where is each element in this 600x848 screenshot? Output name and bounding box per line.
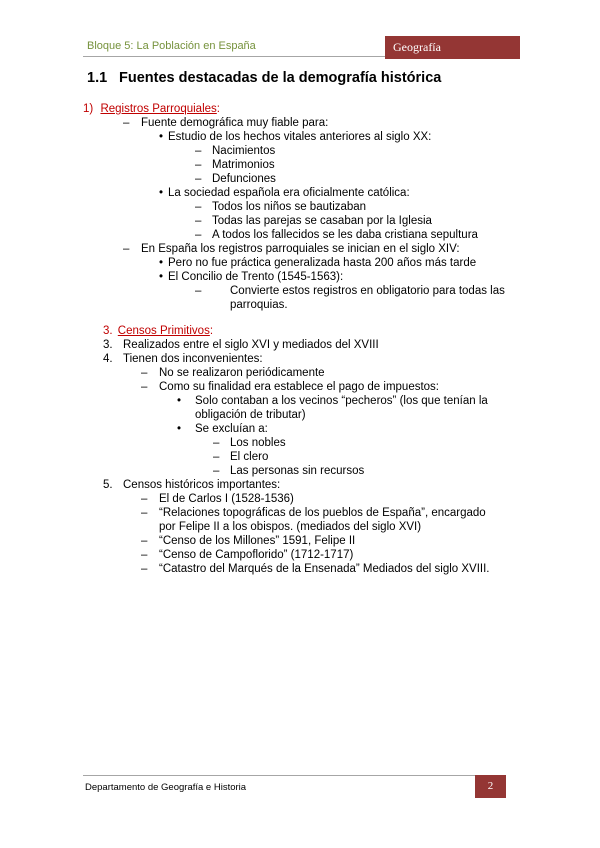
list-item-text: “Censo de Campoflorido” (1712-1717) xyxy=(159,549,354,561)
dash-marker: – xyxy=(195,201,202,213)
dash-marker: – xyxy=(141,381,148,393)
dash-marker: – xyxy=(213,437,220,449)
bullet-marker: • xyxy=(159,257,164,269)
list-item-text: Se excluían a: xyxy=(195,423,268,435)
bullet-marker: • xyxy=(177,423,182,435)
list-item-text: El Concilio de Trento (1545-1563): xyxy=(168,271,344,283)
dash-marker: – xyxy=(195,229,202,241)
list-number: 4. xyxy=(103,353,113,365)
list-item-text: Censos históricos importantes: xyxy=(123,479,281,491)
list-item-text: obligación de tributar) xyxy=(195,409,306,421)
list-item-text: Matrimonios xyxy=(212,159,275,171)
bullet-marker: • xyxy=(159,187,164,199)
list-item-text: Todos los niños se bautizaban xyxy=(212,201,367,213)
list-item-text: “Relaciones topográficas de los pueblos de España”, encargado xyxy=(159,507,486,519)
list-item-text: por Felipe II a los obispos. (mediados del siglo XVI) xyxy=(159,521,422,533)
dash-marker: – xyxy=(141,507,148,519)
list-item-text: La sociedad española era oficialmente católica: xyxy=(168,187,410,199)
list-item-text: Realizados entre el siglo XVI y mediados del XVIII xyxy=(123,339,379,351)
dash-marker: – xyxy=(141,563,148,575)
bullet-marker: • xyxy=(159,271,164,283)
bullet-marker: • xyxy=(177,395,182,407)
list-item-text: En España los registros parroquiales se inician en el siglo XIV: xyxy=(141,243,460,255)
heading-censos-primitivos xyxy=(103,324,213,338)
list-item-text: Los nobles xyxy=(230,437,286,449)
section-title xyxy=(87,70,441,86)
dash-marker: – xyxy=(195,145,202,157)
list-item-text: El de Carlos I (1528-1536) xyxy=(159,493,294,505)
dash-marker: – xyxy=(141,367,148,379)
header-block-title: Bloque 5: La Población en España xyxy=(83,36,385,57)
list-item-text: “Censo de los Millones” 1591, Felipe II xyxy=(159,535,356,547)
page-footer xyxy=(83,775,520,798)
heading-text: Censos Primitivos xyxy=(117,325,210,337)
list-item-text: No se realizaron periódicamente xyxy=(159,367,325,379)
footer-department: Departamento de Geografía e Historia xyxy=(83,775,475,798)
heading-number: 3. xyxy=(103,325,113,337)
dash-marker: – xyxy=(123,117,130,129)
list-item-text: parroquias. xyxy=(230,299,288,311)
list-item-text: Todas las parejas se casaban por la Iglesia xyxy=(212,215,432,227)
dash-marker: – xyxy=(195,173,202,185)
list-item-text: Como su finalidad era establece el pago de impuestos: xyxy=(159,381,440,393)
bullet-marker: • xyxy=(159,131,164,143)
page-number: 2 xyxy=(475,775,506,798)
dash-marker: – xyxy=(195,215,202,227)
section-title-text: Fuentes destacadas de la demografía histórica xyxy=(119,70,442,86)
dash-marker: – xyxy=(195,159,202,171)
list-item-text: A todos los fallecidos se les daba cristiana sepultura xyxy=(212,229,478,241)
heading-number: 1) xyxy=(83,103,94,115)
section-number: 1.1 xyxy=(87,70,108,86)
dash-marker: – xyxy=(213,451,220,463)
dash-marker: – xyxy=(213,465,220,477)
list-item-text: Solo contaban a los vecinos “pecheros” (los que tenían la xyxy=(195,395,488,407)
header-subject: Geografía xyxy=(385,36,520,59)
list-item-dash xyxy=(123,116,129,130)
list-number: 5. xyxy=(103,479,113,491)
page-header xyxy=(83,36,520,59)
list-item-text: Fuente demográfica muy fiable para: xyxy=(141,117,329,129)
heading-colon: : xyxy=(209,325,214,337)
dash-marker: – xyxy=(123,243,130,255)
list-item-text: Convierte estos registros en obligatorio para todas las xyxy=(230,285,505,297)
heading-colon: : xyxy=(216,103,220,115)
list-item-text: Nacimientos xyxy=(212,145,276,157)
list-item-text: Estudio de los hechos vitales anteriores al siglo XX: xyxy=(168,131,432,143)
dash-marker: – xyxy=(141,493,148,505)
list-item-text: El clero xyxy=(230,451,269,463)
heading-registros-parroquiales xyxy=(83,102,220,116)
list-item-text: Defunciones xyxy=(212,173,276,185)
list-item-text: “Catastro del Marqués de la Ensenada” Mediados del siglo XVIII. xyxy=(159,563,490,575)
dash-marker: – xyxy=(195,285,202,297)
list-number: 3. xyxy=(103,339,113,351)
list-item-text: Tienen dos inconvenientes: xyxy=(123,353,263,365)
dash-marker: – xyxy=(141,535,148,547)
dash-marker: – xyxy=(141,549,148,561)
heading-text: Registros Parroquiales xyxy=(100,103,217,115)
list-item-text: Pero no fue práctica generalizada hasta 200 años más tarde xyxy=(168,257,477,269)
list-item-text: Las personas sin recursos xyxy=(230,465,365,477)
